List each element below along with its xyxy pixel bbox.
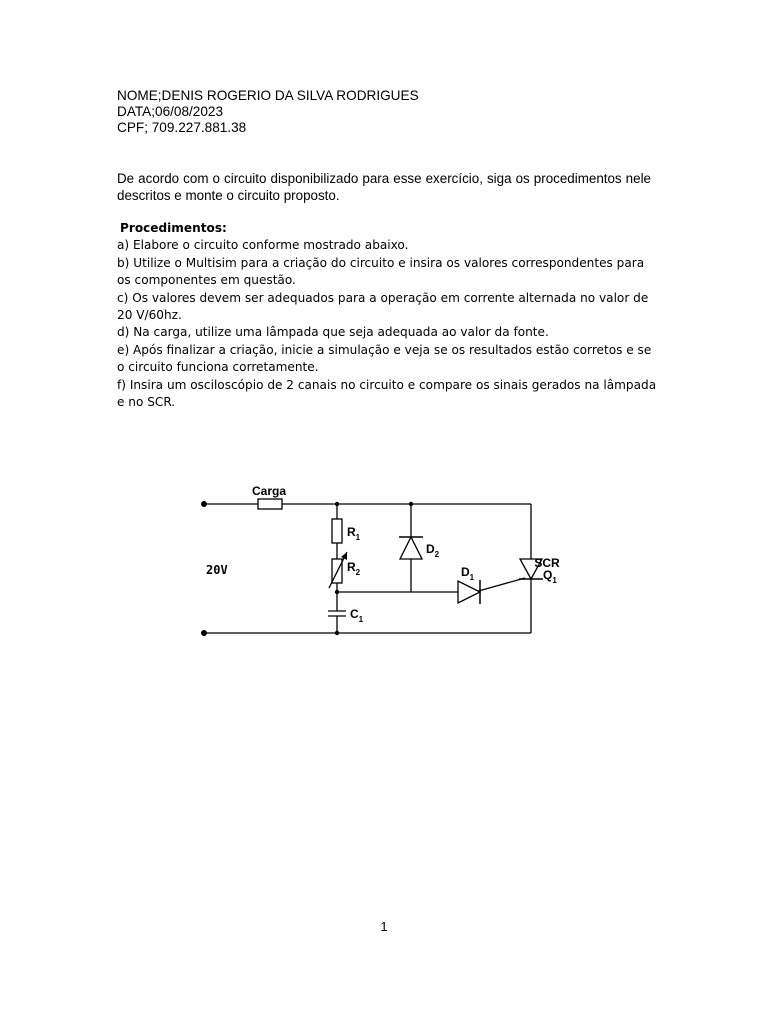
- label-carga: Carga: [252, 484, 287, 498]
- student-cpf: CPF; 709.227.881.38: [117, 120, 247, 135]
- circuit-diagram: [190, 475, 560, 650]
- junction-r1: [335, 502, 339, 506]
- procedure-item-f: f) Insira um osciloscópio de 2 canais no circuito e compare os sinais gerados na lâmpada e no SCR.: [117, 377, 657, 410]
- procedures-title: Procedimentos:: [120, 221, 227, 235]
- resistor-r1: [332, 519, 342, 543]
- page-number: 1: [380, 919, 388, 934]
- procedure-item-e: e) Após finalizar a criação, inicie a simulação e veja se os resultados estão corretos e se o circuito funciona corretamente.: [117, 342, 652, 375]
- document-header: [117, 88, 419, 136]
- procedure-item-d: d) Na carga, utilize uma lâmpada que seja adequada ao valor da fonte.: [117, 325, 549, 340]
- label-source: 20V: [206, 563, 228, 577]
- procedure-item-c: c) Os valores devem ser adequados para a operação em corrente alternada no valor de 20 V/60hz.: [117, 290, 649, 323]
- diode-d1: [458, 581, 480, 603]
- label-c1: $C_1$: [350, 607, 364, 624]
- wire-gate-lead: [475, 578, 525, 592]
- student-name: NOME;DENIS ROGERIO DA SILVA RODRIGUES: [117, 88, 419, 103]
- label-scr: SCR: [534, 556, 560, 570]
- junction-c1: [335, 631, 339, 635]
- load-resistor: [258, 499, 282, 509]
- procedure-item-a: a) Elabore o circuito conforme mostrado abaixo.: [117, 238, 409, 253]
- intro-paragraph: De acordo com o circuito disponibilizado para esse exercício, siga os procedimentos nele descritos e monte o circuito proposto.: [117, 171, 651, 203]
- junction-d2: [409, 502, 413, 506]
- junction-gate: [335, 590, 339, 594]
- label-q1: $Q_1$: [543, 568, 557, 585]
- procedure-item-b: b) Utilize o Multisim para a criação do circuito e insira os valores correspondentes para os componentes em questão.: [117, 255, 645, 288]
- document-date: DATA;06/08/2023: [117, 104, 224, 119]
- terminal-top: [201, 501, 207, 507]
- diode-d2: [400, 537, 422, 559]
- label-r2: $R_2$: [347, 560, 361, 577]
- label-d2: $D_2$: [426, 542, 440, 559]
- label-d1: $D_1$: [461, 565, 475, 582]
- label-r1: $R_1$: [347, 525, 361, 542]
- procedures-section: [117, 220, 657, 411]
- terminal-bottom: [201, 630, 207, 636]
